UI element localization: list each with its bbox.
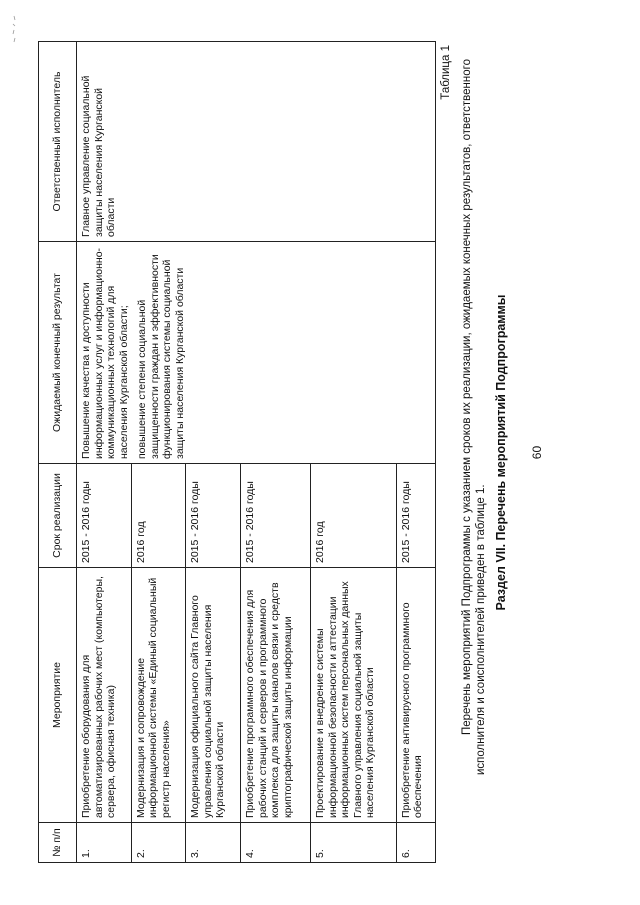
- measures-table: [38, 41, 436, 863]
- executor-cell: Главное управление социальной защиты населения Курганской области: [77, 42, 436, 242]
- row-num: 1.: [77, 823, 132, 863]
- result-cell: [77, 242, 436, 464]
- row-term: 2015 - 2016 годы: [77, 464, 132, 568]
- table-label: Таблица 1: [440, 45, 452, 100]
- row-term: 2016 год: [311, 464, 396, 568]
- header-term: Срок реализации: [39, 464, 77, 568]
- row-term: 2015 - 2016 годы: [241, 464, 311, 568]
- row-measure: Модернизация официального сайта Главного управления социальной защиты населения Курганской области: [186, 568, 241, 823]
- header-num: № п/п: [39, 823, 77, 863]
- row-measure: Приобретение антивирусного программного обеспечения: [396, 568, 435, 823]
- header-executor: Ответственный исполнитель: [39, 42, 77, 242]
- page-number: 60: [530, 445, 544, 460]
- row-num: 3.: [186, 823, 241, 863]
- row-measure: Модернизация и сопровождение информационной системы «Единый социальный регистр населения»: [131, 568, 186, 823]
- row-term: 2016 год: [131, 464, 186, 568]
- section-title: Раздел VII. Перечень мероприятий Подпрограммы: [494, 294, 508, 611]
- table-header-row: [39, 42, 77, 863]
- row-measure: Приобретение оборудования для автоматизированных рабочих мест (компьютеры, сервера, офисная техника): [77, 568, 132, 823]
- row-num: 6.: [396, 823, 435, 863]
- header-result: Ожидаемый конечный результат: [39, 242, 77, 464]
- row-measure: Приобретение программного обеспечения для рабочих станций и серверов и программного комплекса для защиты каналов связи и средств криптографической защиты информации: [241, 568, 311, 823]
- header-measure: Мероприятие: [39, 568, 77, 823]
- row-term: 2015 - 2016 годы: [186, 464, 241, 568]
- table-row: [77, 42, 132, 863]
- row-num: 4.: [241, 823, 311, 863]
- row-term: 2015 - 2016 годы: [396, 464, 435, 568]
- row-num: 2.: [131, 823, 186, 863]
- result-part-2: повышение степени социальной защищенности граждан и эффективности функционирования системы социальной защиты населения Курганской области: [136, 254, 186, 459]
- row-measure: Проектирование и внедрение системы информационной безопасности и аттестации информационных систем персональных данных Главного управления социальной защиты населения Курганской области: [311, 568, 396, 823]
- intro-paragraph: Перечень мероприятий Подпрограммы с указанием сроков их реализации, ожидаемых конечных результатов, ответственного исполнителя и соисполнителей приведен в таблице 1.: [461, 59, 487, 775]
- result-part-1: Повышение качества и доступности информационных услуг и информационно-коммуникационных технологий для населения Курганской области;: [80, 247, 130, 459]
- row-num: 5.: [311, 823, 396, 863]
